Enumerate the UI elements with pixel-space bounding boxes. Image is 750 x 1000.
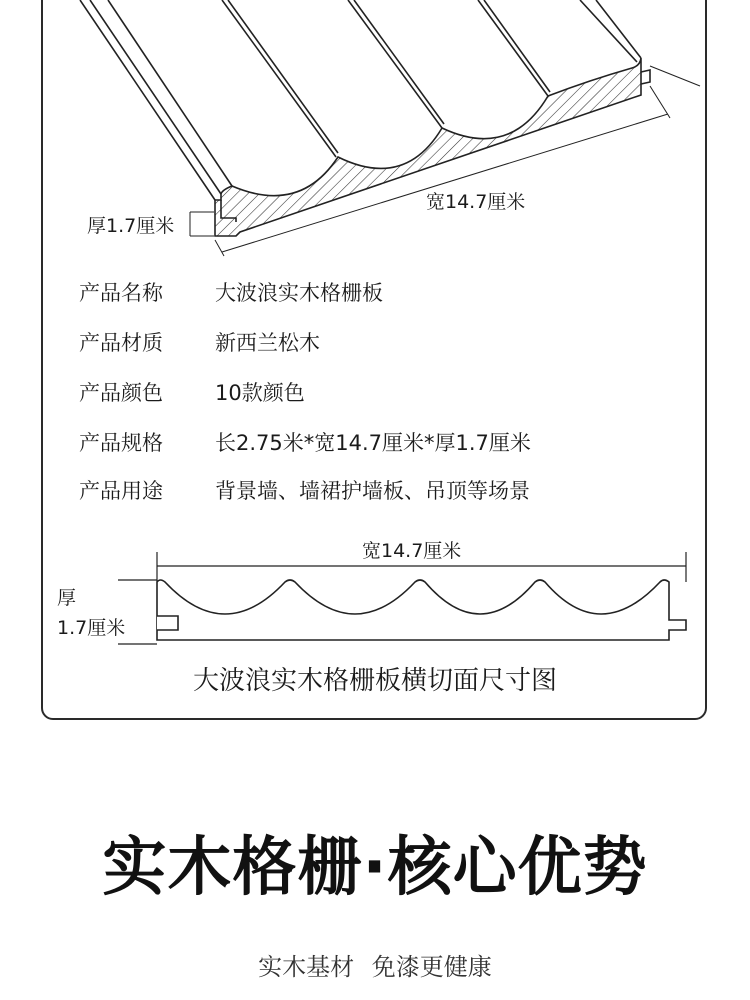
spec-row-name — [79, 278, 383, 308]
cross-section-caption: 大波浪实木格栅板横切面尺寸图 — [192, 666, 557, 696]
spec-value: 新西兰松木 — [215, 331, 320, 355]
cross-section-thickness-label-2: 1.7厘米 — [57, 617, 126, 639]
cross-section-width-label: 宽14.7厘米 — [362, 540, 462, 562]
spec-value: 长2.75米*宽14.7厘米*厚1.7厘米 — [215, 431, 531, 455]
cross-section-drawing — [118, 552, 686, 644]
spec-row-size — [79, 428, 531, 458]
spec-value: 大波浪实木格栅板 — [215, 281, 383, 305]
spec-key: 产品颜色 — [79, 381, 163, 405]
tagline: 实木基材 免漆更健康 — [258, 953, 492, 981]
spec-key: 产品名称 — [79, 281, 163, 305]
spec-row-color — [79, 378, 305, 408]
cross-section-profile — [157, 580, 686, 640]
top-width-label: 宽14.7厘米 — [426, 191, 526, 213]
cross-section-thickness-label-1: 厚 — [57, 587, 77, 609]
spec-row-material — [79, 328, 320, 358]
spec-key: 产品用途 — [79, 479, 163, 503]
spec-value: 背景墙、墙裙护墙板、吊顶等场景 — [215, 479, 530, 503]
section-heading: 实木格栅·核心优势 — [102, 831, 648, 905]
spec-key: 产品材质 — [79, 331, 163, 355]
spec-row-usage — [79, 476, 530, 506]
spec-value: 10款颜色 — [215, 381, 305, 405]
spec-key: 产品规格 — [79, 431, 163, 455]
top-thickness-label: 厚1.7厘米 — [87, 215, 175, 237]
